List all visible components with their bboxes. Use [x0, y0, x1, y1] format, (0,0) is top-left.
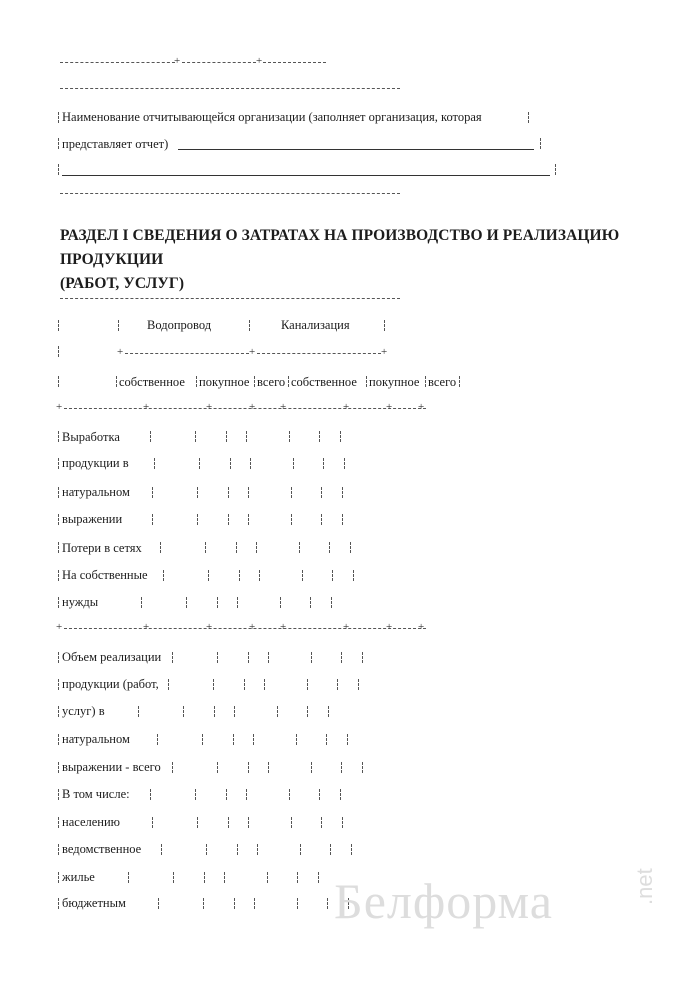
cell-bar [203, 898, 204, 909]
col-bar [58, 734, 59, 745]
section-title [60, 224, 680, 296]
cell-bar [362, 652, 363, 663]
cell-bar [268, 652, 269, 663]
top-rule-1a [60, 62, 175, 63]
cell-bar [152, 514, 153, 525]
cell-bar [204, 872, 205, 883]
col-bar [58, 679, 59, 690]
cell-bar [254, 898, 255, 909]
row-label: Выработка [62, 430, 120, 444]
cell-bar [183, 706, 184, 717]
cell-bar [150, 431, 151, 442]
cell-bar [342, 487, 343, 498]
cell-bar [197, 514, 198, 525]
cell-bar [319, 431, 320, 442]
cell-bar [208, 570, 209, 581]
frame-bar [58, 164, 59, 175]
top-rule-1c [263, 62, 326, 63]
cell-bar [321, 487, 322, 498]
cell-bar [307, 679, 308, 690]
row-label: Потери в сетях [62, 541, 142, 555]
col-bar [384, 320, 385, 331]
cell-bar [257, 844, 258, 855]
row-label: продукции (работ, [62, 677, 159, 691]
col-bar [116, 376, 117, 387]
frame-bar [58, 138, 59, 149]
cell-bar [244, 679, 245, 690]
cell-bar [328, 706, 329, 717]
cell-bar [321, 514, 322, 525]
cell-bar [197, 817, 198, 828]
cell-bar [330, 844, 331, 855]
cell-bar [307, 706, 308, 717]
cell-bar [358, 679, 359, 690]
section-title-line-2: (РАБОТ, УСЛУГ) [60, 275, 185, 292]
cell-bar [342, 817, 343, 828]
subcol-own-sewer: собственное [291, 375, 357, 389]
rule-junction: + [117, 346, 124, 358]
cell-bar [264, 679, 265, 690]
cell-bar [267, 872, 268, 883]
cell-bar [310, 597, 311, 608]
cell-bar [323, 458, 324, 469]
cell-bar [224, 872, 225, 883]
cell-bar [197, 487, 198, 498]
cell-bar [195, 431, 196, 442]
org-line-1: Наименование отчитывающейся организации (заполняет организация, которая [62, 110, 482, 124]
cell-bar [299, 542, 300, 553]
cell-bar [237, 597, 238, 608]
cell-bar [300, 844, 301, 855]
col-bar [58, 542, 59, 553]
cell-bar [237, 844, 238, 855]
rule-junction: + [249, 621, 256, 633]
cell-bar [362, 762, 363, 773]
cell-bar [246, 431, 247, 442]
cell-bar [157, 734, 158, 745]
top-rule-2 [60, 88, 400, 89]
cell-bar [217, 652, 218, 663]
cell-bar [168, 679, 169, 690]
cell-bar [296, 734, 297, 745]
rule-junction: + [249, 401, 256, 413]
cell-bar [228, 817, 229, 828]
row-label: ведомственное [62, 842, 142, 856]
cell-bar [214, 706, 215, 717]
subcol-bought-water: покупное [199, 375, 250, 389]
cell-bar [248, 652, 249, 663]
rule-junction: + [174, 55, 181, 67]
frame-bar [555, 164, 556, 175]
col-bar [254, 376, 255, 387]
row-label: жилье [62, 870, 95, 884]
cell-bar [327, 898, 328, 909]
watermark-logo: Белформа [334, 873, 553, 929]
cell-bar [163, 570, 164, 581]
row-label: услуг) в [62, 704, 105, 718]
cell-bar [160, 542, 161, 553]
cell-bar [340, 789, 341, 800]
cell-bar [173, 872, 174, 883]
cell-bar [337, 679, 338, 690]
cell-bar [302, 570, 303, 581]
cell-bar [230, 458, 231, 469]
cell-bar [213, 679, 214, 690]
table-top-rule [60, 298, 400, 299]
cell-bar [158, 898, 159, 909]
col-bar [58, 487, 59, 498]
cell-bar [342, 514, 343, 525]
row-label: В том числе: [62, 787, 130, 801]
cell-bar [248, 817, 249, 828]
cell-bar [248, 762, 249, 773]
cell-bar [332, 570, 333, 581]
col-bar [58, 817, 59, 828]
row-label: На собственные [62, 568, 148, 582]
cell-bar [277, 706, 278, 717]
sep-rule-2 [64, 628, 426, 629]
row-label: натуральном [62, 732, 130, 746]
rule-junction: + [386, 401, 393, 413]
rule-junction: + [56, 621, 63, 633]
col-bar [425, 376, 426, 387]
top-rule-1b [182, 62, 256, 63]
cell-bar [319, 789, 320, 800]
rule-junction: + [256, 55, 263, 67]
cell-bar [141, 597, 142, 608]
cell-bar [350, 542, 351, 553]
cell-bar [217, 762, 218, 773]
org-line-2: представляет отчет) [62, 137, 169, 151]
cell-bar [351, 844, 352, 855]
col-bar [58, 706, 59, 717]
cell-bar [239, 570, 240, 581]
cell-bar [268, 762, 269, 773]
row-label: продукции в [62, 456, 129, 470]
cell-bar [291, 514, 292, 525]
col-bar [288, 376, 289, 387]
cell-bar [291, 487, 292, 498]
col-bar [58, 514, 59, 525]
cell-bar [217, 597, 218, 608]
cell-bar [341, 762, 342, 773]
col-bar [58, 652, 59, 663]
row-label: выражении - всего [62, 760, 161, 774]
header-mid-rule-b [257, 353, 381, 354]
col-bar [118, 320, 119, 331]
row-label: населению [62, 815, 120, 829]
rule-junction: + [418, 401, 425, 413]
cell-bar [234, 706, 235, 717]
header-mid-rule-a [125, 353, 249, 354]
cell-bar [226, 789, 227, 800]
col-bar [58, 346, 59, 357]
subcol-total-sewer: всего [428, 375, 457, 389]
col-bar [58, 320, 59, 331]
section-title-line-1: РАЗДЕЛ I СВЕДЕНИЯ О ЗАТРАТАХ НА ПРОИЗВОДСТВО И РЕАЛИЗАЦИЮ ПРОДУКЦИИ [60, 227, 620, 268]
cell-bar [289, 789, 290, 800]
cell-bar [172, 652, 173, 663]
org-bottom-rule [60, 193, 400, 194]
col-bar [58, 844, 59, 855]
col-bar [459, 376, 460, 387]
rule-junction: + [56, 401, 63, 413]
row-label: Объем реализации [62, 650, 162, 664]
cell-bar [291, 817, 292, 828]
cell-bar [256, 542, 257, 553]
cell-bar [202, 734, 203, 745]
cell-bar [205, 542, 206, 553]
rule-junction: + [206, 621, 213, 633]
subcol-total-water: всего [257, 375, 286, 389]
cell-bar [236, 542, 237, 553]
rule-junction: + [280, 401, 287, 413]
col-bar [58, 898, 59, 909]
cell-bar [259, 570, 260, 581]
cell-bar [226, 431, 227, 442]
cell-bar [172, 762, 173, 773]
group-sewer: Канализация [281, 318, 350, 332]
cell-bar [344, 458, 345, 469]
cell-bar [280, 597, 281, 608]
rule-junction: + [343, 401, 350, 413]
cell-bar [138, 706, 139, 717]
cell-bar [311, 652, 312, 663]
cell-bar [250, 458, 251, 469]
cell-bar [186, 597, 187, 608]
col-bar [58, 570, 59, 581]
cell-bar [154, 458, 155, 469]
row-label: бюджетным [62, 896, 126, 910]
cell-bar [311, 762, 312, 773]
cell-bar [233, 734, 234, 745]
cell-bar [297, 898, 298, 909]
group-water: Водопровод [147, 318, 212, 332]
col-bar [58, 872, 59, 883]
col-bar [58, 762, 59, 773]
cell-bar [246, 789, 247, 800]
cell-bar [228, 487, 229, 498]
cell-bar [326, 734, 327, 745]
rule-junction: + [206, 401, 213, 413]
frame-bar [58, 112, 59, 123]
col-bar [366, 376, 367, 387]
cell-bar [248, 514, 249, 525]
frame-bar [528, 112, 529, 123]
col-bar [58, 597, 59, 608]
cell-bar [161, 844, 162, 855]
rule-junction: + [280, 621, 287, 633]
cell-bar [353, 570, 354, 581]
cell-bar [293, 458, 294, 469]
cell-bar [347, 734, 348, 745]
cell-bar [152, 817, 153, 828]
cell-bar [206, 844, 207, 855]
cell-bar [253, 734, 254, 745]
org-name-underline [178, 149, 534, 150]
row-label: выражении [62, 512, 123, 526]
cell-bar [150, 789, 151, 800]
col-bar [249, 320, 250, 331]
cell-bar [128, 872, 129, 883]
cell-bar [228, 514, 229, 525]
cell-bar [318, 872, 319, 883]
subcol-bought-sewer: покупное [369, 375, 420, 389]
rule-junction: + [249, 346, 256, 358]
rule-junction: + [343, 621, 350, 633]
frame-bar [540, 138, 541, 149]
cell-bar [341, 652, 342, 663]
cell-bar [234, 898, 235, 909]
col-bar [58, 458, 59, 469]
sep-rule-1 [64, 408, 426, 409]
cell-bar [152, 487, 153, 498]
cell-bar [248, 487, 249, 498]
rule-junction: + [143, 621, 150, 633]
subcol-own-water: собственное [119, 375, 185, 389]
col-bar [196, 376, 197, 387]
cell-bar [289, 431, 290, 442]
cell-bar [331, 597, 332, 608]
row-label: натуральном [62, 485, 130, 499]
rule-junction: + [418, 621, 425, 633]
cell-bar [195, 789, 196, 800]
cell-bar [321, 817, 322, 828]
watermark-domain: .net [632, 868, 657, 905]
col-bar [58, 431, 59, 442]
rule-junction: + [381, 346, 388, 358]
rule-junction: + [386, 621, 393, 633]
col-bar [58, 789, 59, 800]
rule-junction: + [143, 401, 150, 413]
cell-bar [297, 872, 298, 883]
cell-bar [199, 458, 200, 469]
row-label: нужды [62, 595, 99, 609]
col-bar [58, 376, 59, 387]
cell-bar [340, 431, 341, 442]
cell-bar [329, 542, 330, 553]
org-name-underline-2 [62, 175, 550, 176]
